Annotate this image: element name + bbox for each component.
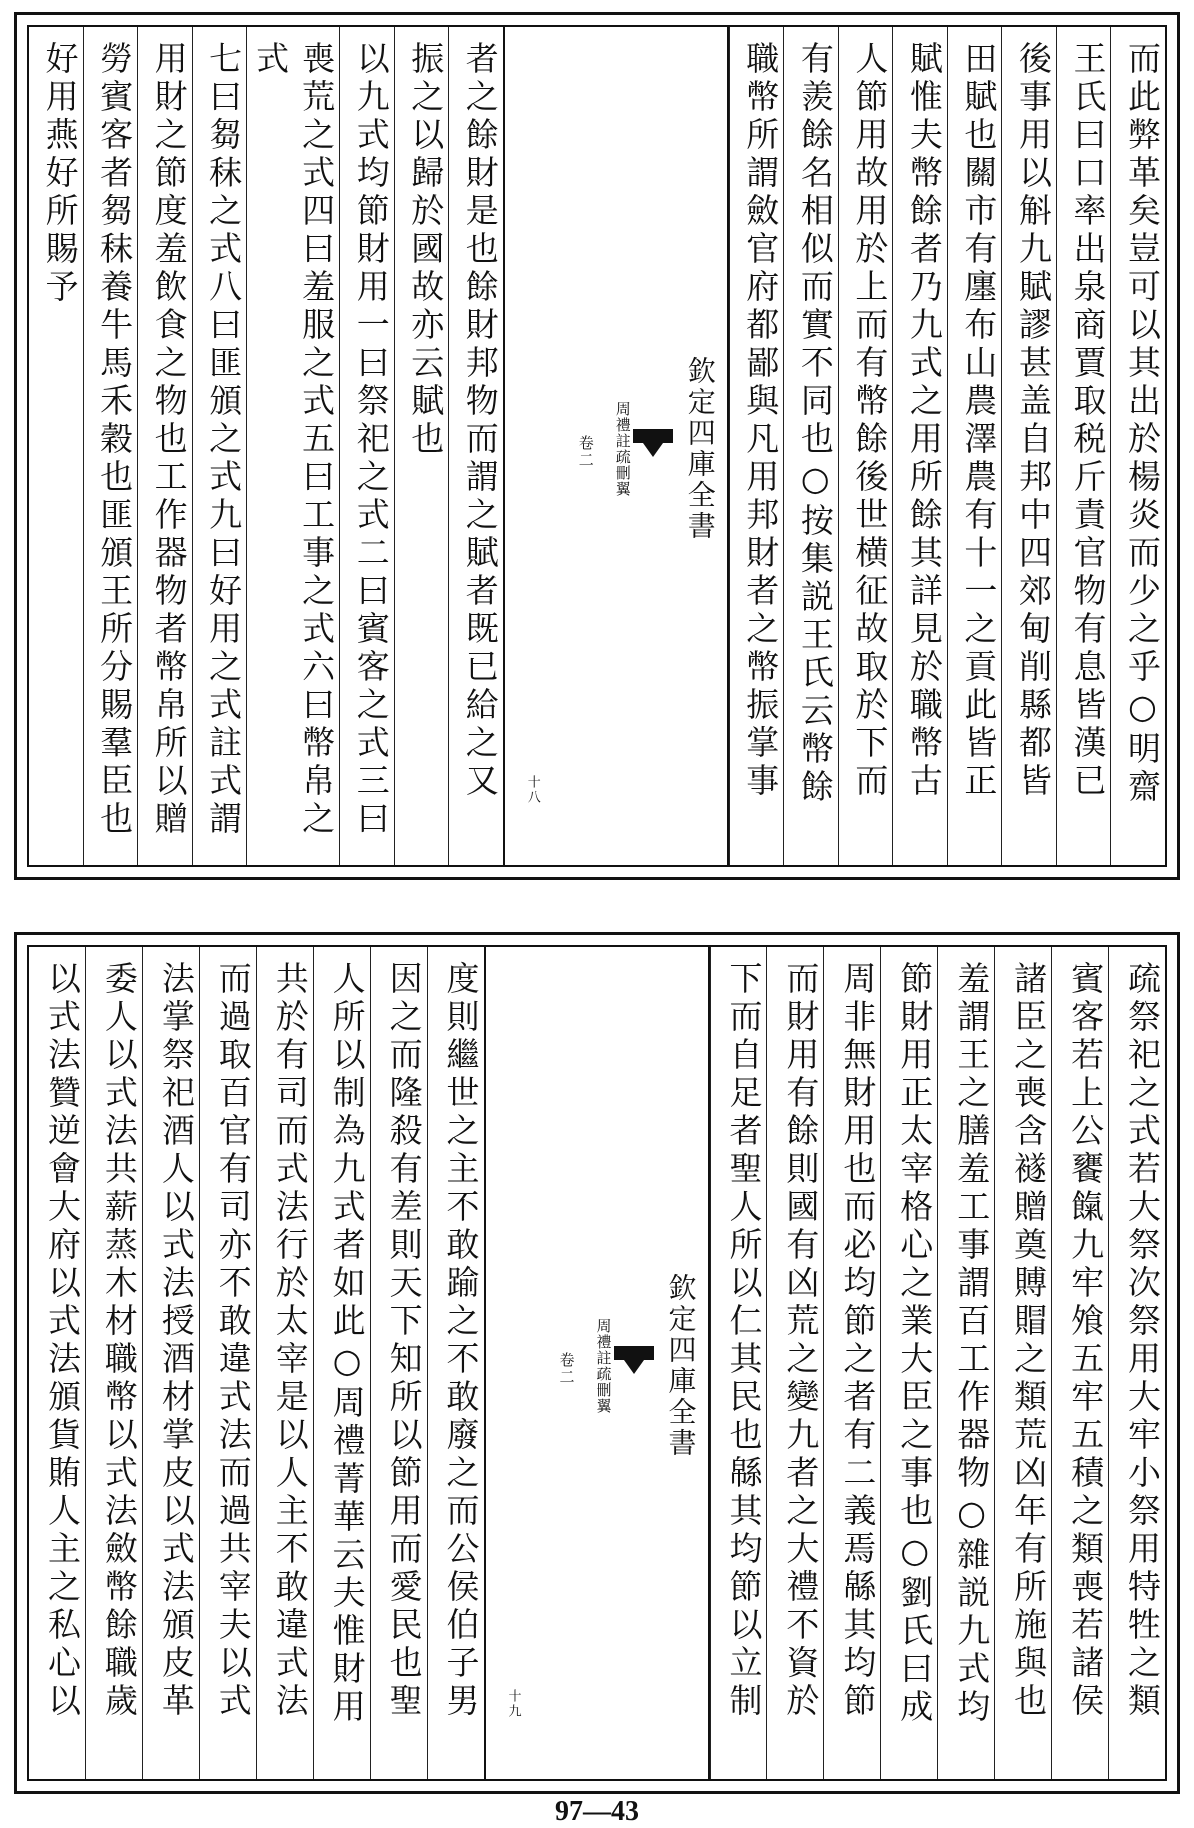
text-column: 而過取百官有司亦不敢違式法而過共宰夫以式 bbox=[199, 947, 256, 1779]
top-page-panel bbox=[14, 12, 1180, 880]
text-column: 好用燕好所賜予 bbox=[40, 41, 80, 307]
text-column: 度則繼世之主不敢踰之不敢廢之而公侯伯子男 bbox=[427, 947, 484, 1779]
text-column: 用財之節度羞飲食之物也工作器物者幣帛所以贈 bbox=[137, 27, 192, 865]
text-column: 後事用以斛九賦謬甚盖自邦中四郊甸削縣都皆 bbox=[1001, 27, 1056, 865]
folio-number: 十八 bbox=[524, 775, 540, 805]
text-column: 喪荒之式四曰羞服之式五曰工事之式六曰幣帛之式 bbox=[246, 27, 339, 865]
text-column: 下而自足者聖人所以仁其民也緜其均節以立制 bbox=[710, 947, 767, 1779]
bottom-text-columns bbox=[29, 947, 1165, 1779]
top-page-frame bbox=[27, 25, 1167, 867]
text-column: 人所以制為九式者如此○周禮菁華云夫惟財用 bbox=[313, 947, 370, 1779]
text-column: 以式法贊逆會大府以式法頒貨賄人主之私心以 bbox=[42, 961, 82, 1721]
center-margin-strip bbox=[484, 947, 710, 1779]
series-title: 欽定四庫全書 bbox=[664, 1273, 698, 1459]
fish-tail-ornament-icon bbox=[614, 1346, 654, 1386]
fish-tail-ornament-icon bbox=[633, 429, 673, 469]
text-column: 因之而隆殺有差則天下知所以節用而愛民也聖 bbox=[370, 947, 427, 1779]
text-column: 法掌祭祀酒人以式法授酒材掌皮以式法頒皮革 bbox=[142, 947, 199, 1779]
text-column: 周非無財用也而必均節之者有二義焉緜其均節 bbox=[823, 947, 880, 1779]
text-column: 節財用正太宰格心之業大臣之事也○劉氏曰成 bbox=[880, 947, 937, 1779]
text-column: 有羨餘名相似而實不同也○按集説王氏云幣餘 bbox=[783, 27, 838, 865]
page-number: 97—43 bbox=[555, 1796, 639, 1827]
bottom-page-panel bbox=[14, 932, 1180, 1794]
volume-label: 卷二 bbox=[576, 435, 595, 469]
volume-label: 卷二 bbox=[557, 1352, 576, 1386]
text-column: 七曰芻秣之式八曰匪頒之式九曰好用之式註式謂 bbox=[192, 27, 247, 865]
text-column: 王氏曰口率出泉商賈取税斤責官物有息皆漢已 bbox=[1056, 27, 1111, 865]
text-column: 而財用有餘則國有凶荒之變九者之大禮不資於 bbox=[766, 947, 823, 1779]
text-column: 者之餘財是也餘財邦物而謂之賦者既已給之又 bbox=[448, 27, 503, 865]
text-column: 賦惟夫幣餘者乃九式之用所餘其詳見於職幣古 bbox=[892, 27, 947, 865]
text-column: 人節用故用於上而有幣餘後世横征故取於下而 bbox=[838, 27, 893, 865]
text-column: 職幣所謂斂官府都鄙與凡用邦財者之幣振掌事 bbox=[729, 27, 784, 865]
text-column: 勞賓客者芻秣養牛馬禾穀也匪頒王所分賜羣臣也 bbox=[83, 27, 138, 865]
center-margin-strip bbox=[503, 27, 729, 865]
text-column: 而此弊革矣豈可以其出於楊炎而少之乎○明齋 bbox=[1110, 27, 1165, 865]
book-title: 周禮註疏刪翼 bbox=[613, 401, 632, 497]
folio-number: 十九 bbox=[505, 1689, 521, 1719]
text-column: 諸臣之喪含襚贈奠賻賵之類荒凶年有所施與也 bbox=[994, 947, 1051, 1779]
bottom-page-frame bbox=[27, 945, 1167, 1781]
text-column: 共於有司而式法行於太宰是以人主不敢違式法 bbox=[256, 947, 313, 1779]
book-title: 周禮註疏刪翼 bbox=[594, 1318, 613, 1414]
text-column: 疏祭祀之式若大祭次祭用大牢小祭用特牲之類 bbox=[1108, 947, 1165, 1779]
series-title: 欽定四庫全書 bbox=[683, 356, 717, 542]
text-column: 以九式均節財用一曰祭祀之式二曰賓客之式三曰 bbox=[339, 27, 394, 865]
text-column: 田賦也關市有廛布山農澤農有十一之貢此皆正 bbox=[947, 27, 1002, 865]
top-text-columns bbox=[29, 27, 1165, 865]
text-column: 委人以式法共薪蒸木材職幣以式法斂幣餘職歲 bbox=[85, 947, 142, 1779]
text-column: 振之以歸於國故亦云賦也 bbox=[394, 27, 449, 865]
text-column: 羞謂王之膳羞工事謂百工作器物○雜説九式均 bbox=[937, 947, 994, 1779]
text-column: 賓客若上公饔餼九牢飧五牢五積之類喪若諸侯 bbox=[1051, 947, 1108, 1779]
